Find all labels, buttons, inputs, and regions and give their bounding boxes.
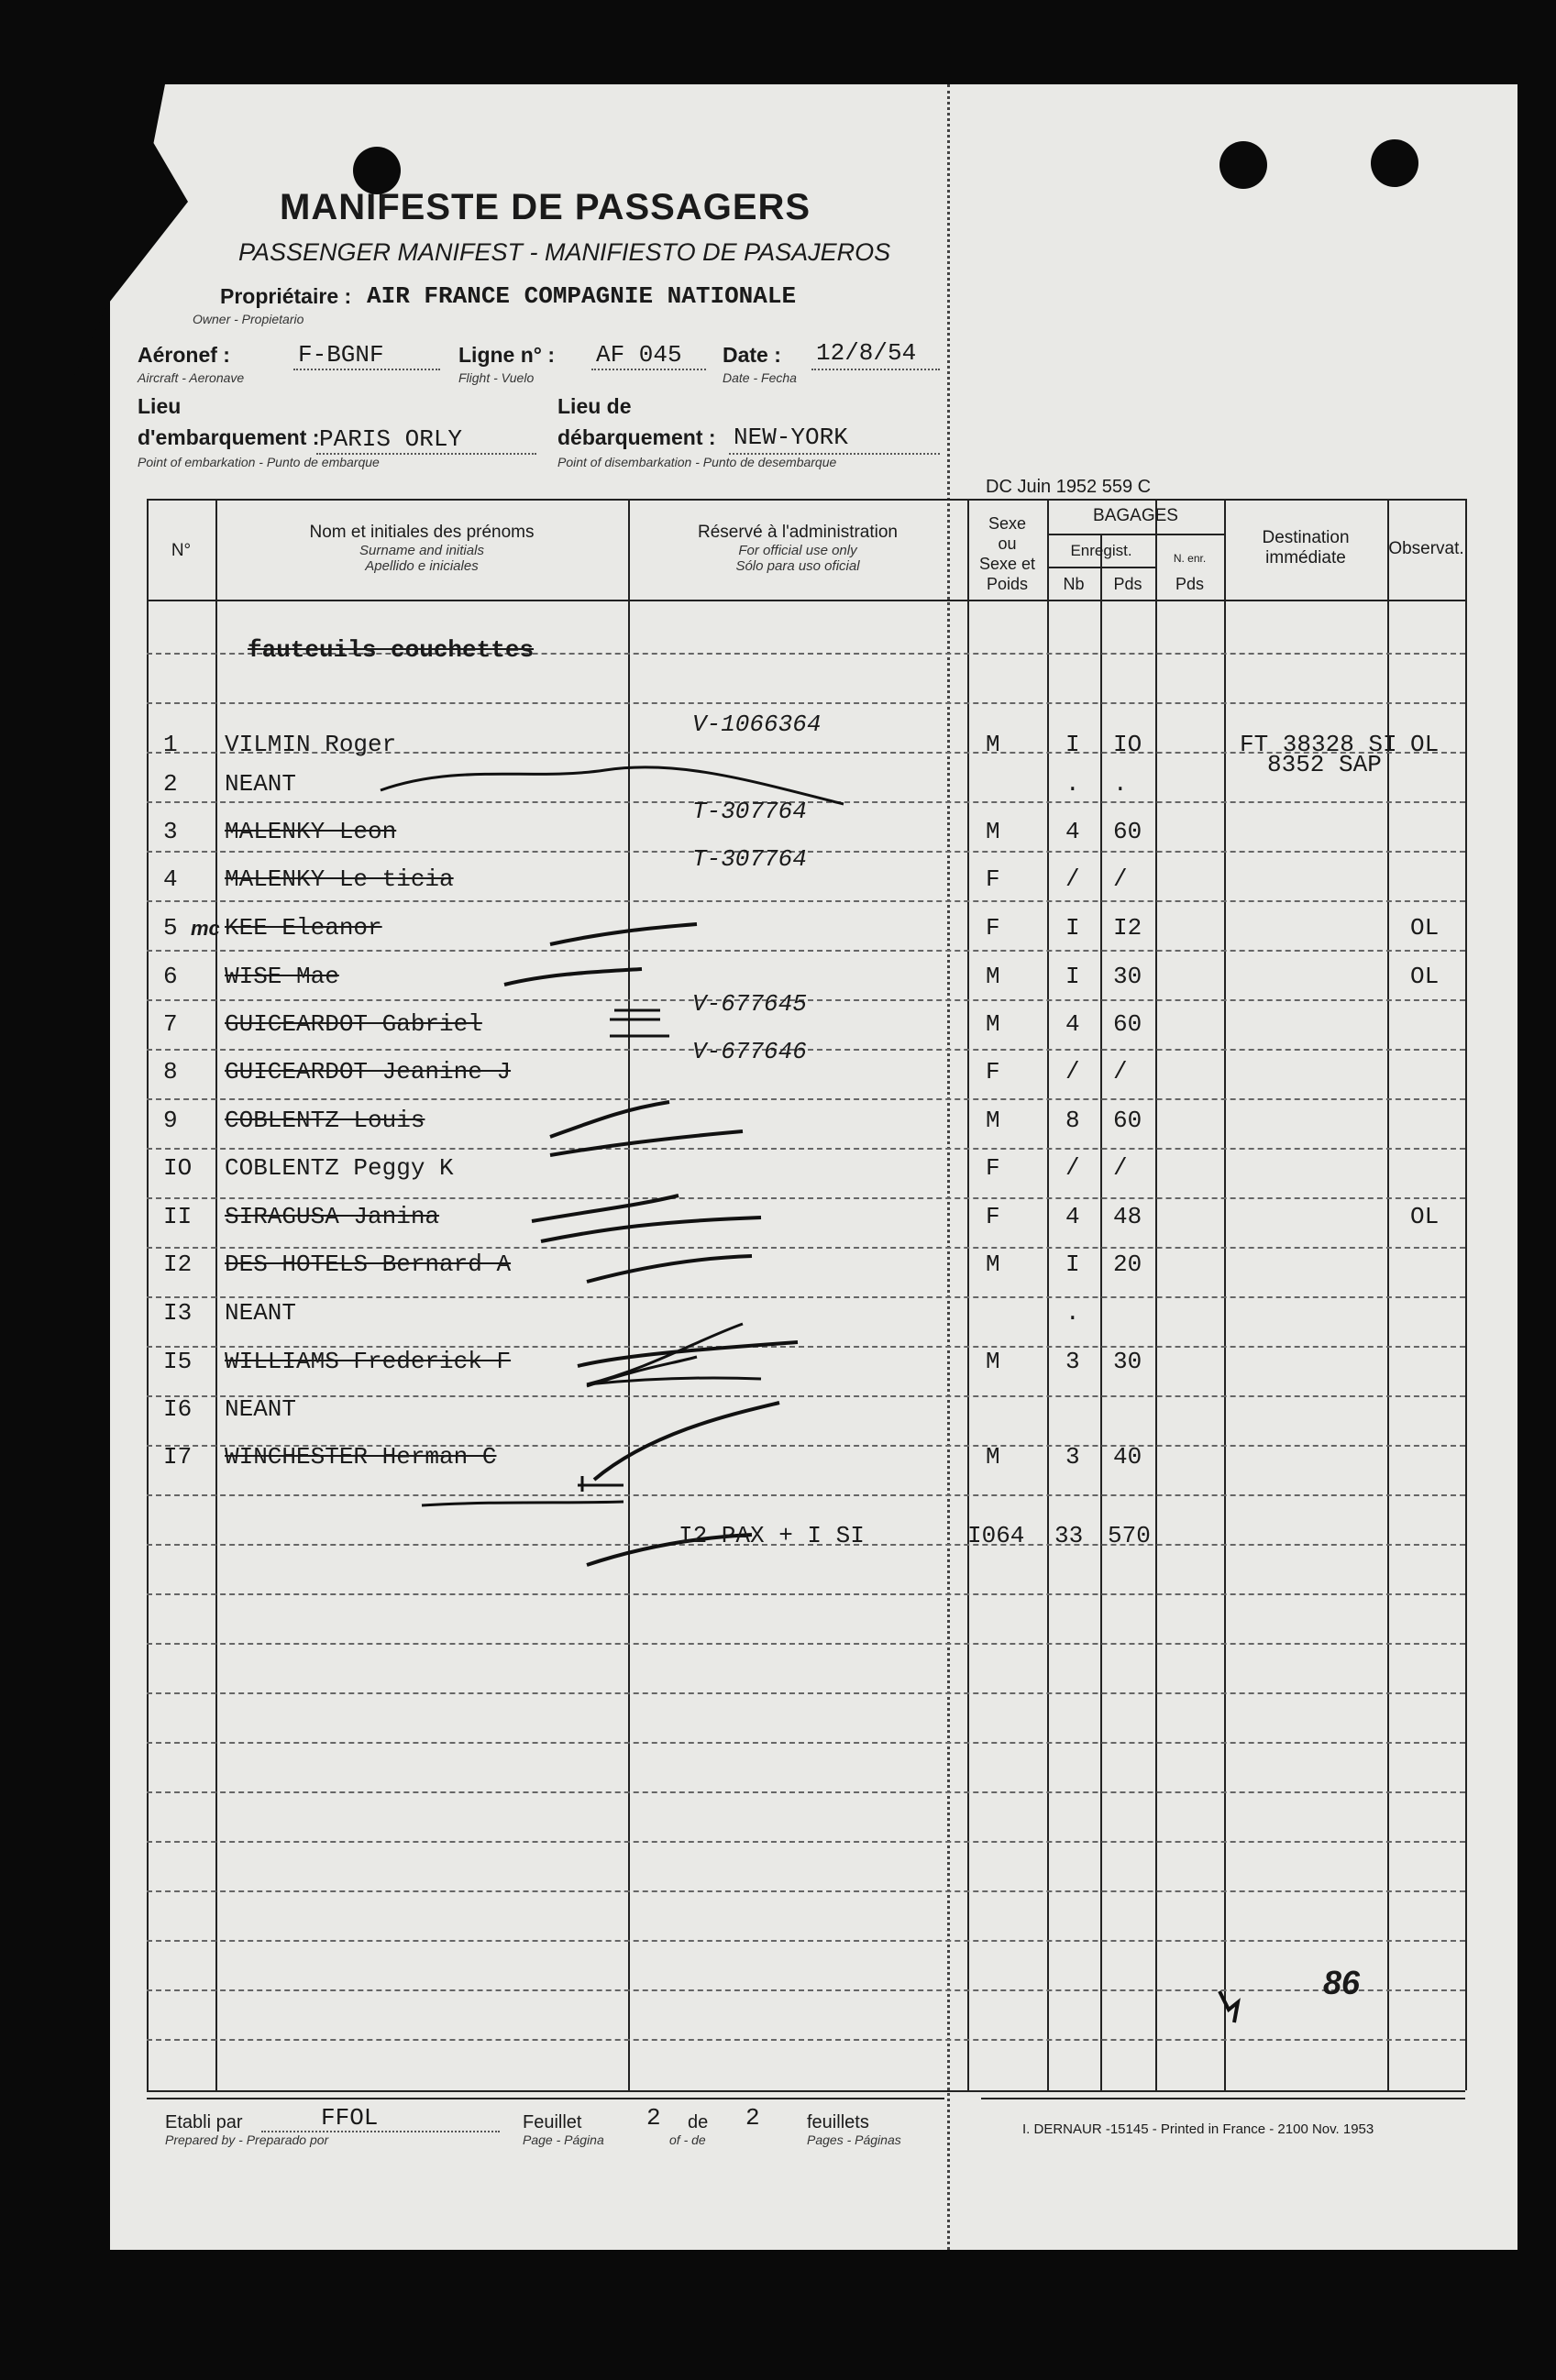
owner-label: Propriétaire :: [220, 284, 352, 308]
col-baggage: BAGAGES: [1093, 506, 1178, 525]
disembark-label-2: débarquement :: [557, 425, 716, 449]
bag-count: 8: [1065, 1107, 1080, 1134]
passenger-name: NEANT: [225, 1299, 297, 1327]
passenger-sex: M: [986, 1251, 1000, 1278]
row-number: 4: [163, 865, 178, 893]
passenger-name: NEANT: [225, 1395, 297, 1423]
passenger-name: GUICEARDOT Jeanine J: [225, 1058, 512, 1085]
col-registered: Enregist.: [1070, 542, 1132, 559]
col-name-title: Nom et initiales des prénoms: [309, 523, 535, 542]
bag-weight: 60: [1113, 818, 1142, 845]
bag-weight: 60: [1113, 1107, 1142, 1134]
row-number: II: [163, 1203, 193, 1230]
bag-count: .: [1065, 770, 1080, 798]
bag-weight: 20: [1113, 1251, 1142, 1278]
col-sex-4: Poids: [986, 575, 1029, 593]
total-pax: I2 PAX + I SI: [679, 1522, 865, 1549]
row-number: I3: [163, 1299, 193, 1327]
aircraft-label: Aéronef :: [138, 343, 230, 367]
row-number: I5: [163, 1348, 193, 1375]
passenger-sex: F: [986, 865, 1000, 893]
of-label: de: [688, 2112, 709, 2132]
aircraft-value: F-BGNF: [298, 341, 384, 369]
bag-weight: /: [1113, 865, 1128, 893]
bag-weight: IO: [1113, 731, 1142, 758]
form-code: DC Juin 1952 559 C: [986, 477, 1152, 497]
row-number: 1: [163, 731, 178, 758]
bag-count: 4: [1065, 818, 1080, 845]
bag-count: 4: [1065, 1010, 1080, 1038]
passenger-name: DES HOTELS Bernard A: [225, 1251, 512, 1278]
embark-label-2: d'embarquement :: [138, 425, 320, 449]
pen-marks: [110, 84, 1517, 2250]
row-number: 2: [163, 770, 178, 798]
printer-line: I. DERNAUR -15145 - Printed in France - 2100 Nov. 1953: [1022, 2121, 1374, 2137]
sheet-sub: Page - Página: [523, 2132, 604, 2147]
col-nreg: N. enr.: [1173, 552, 1207, 565]
sheets-sub: Pages - Páginas: [807, 2132, 901, 2147]
bag-count: I: [1065, 1251, 1080, 1278]
section-heading: fauteuils couchettes: [248, 636, 535, 664]
bag-count: 4: [1065, 1203, 1080, 1230]
passenger-sex: M: [986, 1348, 1000, 1375]
bag-weight: /: [1113, 1154, 1128, 1182]
passenger-name: VILMIN Roger: [225, 731, 397, 758]
passenger-name: WINCHESTER Herman C: [225, 1443, 497, 1471]
bag-weight: .: [1113, 770, 1128, 798]
row-number: I2: [163, 1251, 193, 1278]
col-admin-title: Réservé à l'administration: [698, 523, 898, 542]
observation: OL: [1410, 914, 1440, 942]
manifest-title: MANIFESTE DE PASSAGERS: [280, 187, 811, 227]
col-dest-2: immédiate: [1265, 548, 1346, 567]
passenger-sex: F: [986, 1058, 1000, 1085]
destination: FT 38328 SI: [1240, 731, 1397, 758]
aircraft-sub: Aircraft - Aeronave: [138, 370, 245, 385]
bag-weight: 30: [1113, 963, 1142, 990]
observation: OL: [1410, 731, 1440, 758]
bag-weight: 60: [1113, 1010, 1142, 1038]
passenger-name: COBLENTZ Louis: [225, 1107, 425, 1134]
col-dest-1: Destination: [1262, 528, 1350, 547]
passenger-name: NEANT: [225, 770, 297, 798]
page-number-stamp: 86: [1323, 1964, 1361, 2001]
passenger-sex: F: [986, 914, 1000, 942]
row-number: 7: [163, 1010, 178, 1038]
bag-count: /: [1065, 1058, 1080, 1085]
row-number: 6: [163, 963, 178, 990]
passenger-name: WISE Mae: [225, 963, 339, 990]
sheet-label: Feuillet: [523, 2112, 582, 2132]
bag-count: /: [1065, 865, 1080, 893]
observation: OL: [1410, 963, 1440, 990]
col-no: N°: [171, 541, 192, 560]
passenger-name: SIRAGUSA Janina: [225, 1203, 440, 1230]
bag-weight: 48: [1113, 1203, 1142, 1230]
disembark-sub: Point of disembarkation - Punto de desembarque: [557, 455, 837, 469]
row-number: IO: [163, 1154, 193, 1182]
col-sex-2: ou: [998, 534, 1017, 553]
col-sex-3: Sexe et: [978, 555, 1036, 573]
bag-weight: 40: [1113, 1443, 1142, 1471]
col-pds: Pds: [1113, 575, 1142, 593]
total-weight: I064: [967, 1522, 1025, 1549]
owner-sub: Owner - Propietario: [193, 312, 304, 326]
row-number: 5: [163, 914, 178, 942]
passenger-name: MALENKY Leon: [225, 818, 397, 845]
passenger-sex: F: [986, 1203, 1000, 1230]
date-sub: Date - Fecha: [723, 370, 797, 385]
row-number: I6: [163, 1395, 193, 1423]
col-name-sub1: Surname and initials: [359, 543, 484, 558]
visa-number: V-677646: [692, 1038, 807, 1065]
observation: OL: [1410, 1203, 1440, 1230]
owner-value: AIR FRANCE COMPAGNIE NATIONALE: [367, 282, 797, 310]
established-label: Etabli par: [165, 2112, 243, 2132]
passenger-name: COBLENTZ Peggy K: [225, 1154, 454, 1182]
bag-count: /: [1065, 1154, 1080, 1182]
flight-value: AF 045: [596, 341, 682, 369]
embark-label-1: Lieu: [138, 394, 182, 418]
row-number: I7: [163, 1443, 193, 1471]
embark-sub: Point of embarkation - Punto de embarque: [138, 455, 380, 469]
total-bag-weight: 570: [1108, 1522, 1151, 1549]
bag-count: I: [1065, 914, 1080, 942]
manifest-page: [110, 84, 1517, 2250]
col-pds2: Pds: [1175, 575, 1205, 593]
col-nb: Nb: [1063, 575, 1085, 593]
handwritten-mc: mc: [191, 917, 220, 940]
bag-count: 3: [1065, 1348, 1080, 1375]
bag-weight: /: [1113, 1058, 1128, 1085]
passenger-sex: M: [986, 731, 1000, 758]
col-admin-sub1: For official use only: [738, 543, 857, 558]
bag-count: 3: [1065, 1443, 1080, 1471]
passenger-sex: M: [986, 1443, 1000, 1471]
row-number: 3: [163, 818, 178, 845]
flight-sub: Flight - Vuelo: [458, 370, 535, 385]
passenger-sex: M: [986, 1010, 1000, 1038]
col-name-sub2: Apellido e iniciales: [365, 558, 479, 574]
passenger-sex: M: [986, 963, 1000, 990]
date-label: Date :: [723, 343, 781, 367]
date-value: 12/8/54: [816, 339, 917, 367]
sheets-label: feuillets: [807, 2112, 869, 2132]
passenger-sex: F: [986, 1154, 1000, 1182]
passenger-name: GUICEARDOT Gabriel: [225, 1010, 482, 1038]
row-number: 9: [163, 1107, 178, 1134]
passenger-name: WILLIAMS Frederick F: [225, 1348, 512, 1375]
disembark-label-1: Lieu de: [557, 394, 632, 418]
bag-count: .: [1065, 1299, 1080, 1327]
established-sub: Prepared by - Preparado por: [165, 2132, 329, 2147]
bag-count: I: [1065, 963, 1080, 990]
col-sex-1: Sexe: [988, 514, 1027, 533]
col-observations: Observat.: [1388, 539, 1464, 558]
col-admin-sub2: Sólo para uso oficial: [735, 558, 860, 574]
of-value: 2: [745, 2104, 760, 2132]
destination-2: 8352 SAP: [1267, 751, 1382, 778]
passenger-name: KEE Eleanor: [225, 914, 382, 942]
passenger-sex: M: [986, 1107, 1000, 1134]
flight-label: Ligne n° :: [458, 343, 556, 367]
passenger-name: MALENKY Le ticia: [225, 865, 454, 893]
bag-count: I: [1065, 731, 1080, 758]
visa-number: V-1066364: [692, 711, 822, 738]
sheet-value: 2: [646, 2104, 661, 2132]
passenger-sex: M: [986, 818, 1000, 845]
visa-number: T-307764: [692, 845, 807, 873]
row-number: 8: [163, 1058, 178, 1085]
disembark-value: NEW-YORK: [734, 424, 848, 451]
visa-number: T-307764: [692, 798, 807, 825]
of-sub: of - de: [669, 2132, 706, 2147]
bag-weight: I2: [1113, 914, 1142, 942]
visa-number: V-677645: [692, 990, 807, 1018]
manifest-subtitle: PASSENGER MANIFEST - MANIFIESTO DE PASAJEROS: [238, 238, 891, 266]
bag-weight: 30: [1113, 1348, 1142, 1375]
embark-value: PARIS ORLY: [319, 425, 463, 453]
established-value: FFOL: [321, 2104, 379, 2132]
total-bag-count: 33: [1054, 1522, 1084, 1549]
